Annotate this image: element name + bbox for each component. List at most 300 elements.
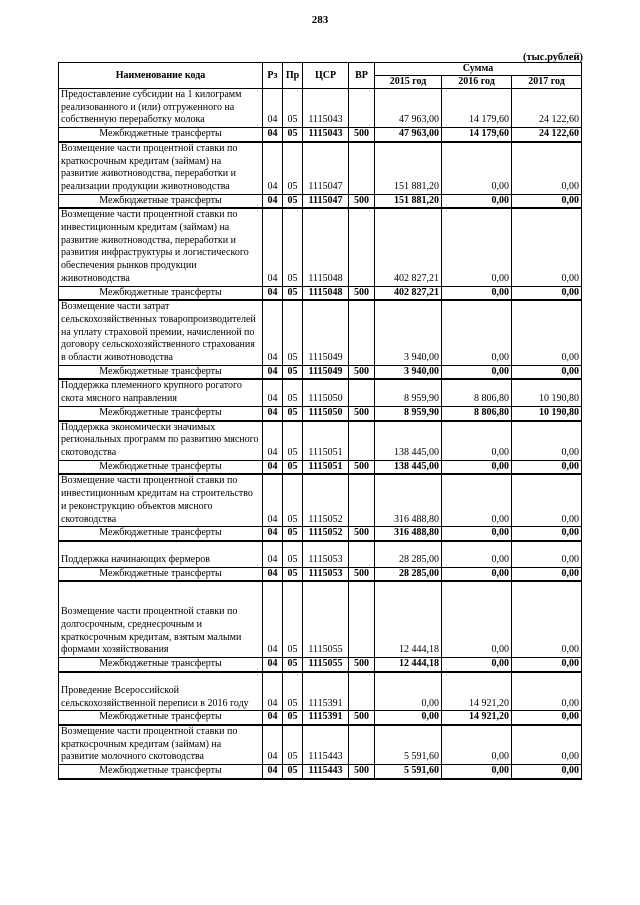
row-csr-text: 1115050 [308,406,343,418]
transfer-row [59,658,582,672]
row-amount-2015-text: 47 963,00 [399,114,439,126]
row-amount-2017-text: 0,00 [561,460,579,472]
row-rz [263,567,283,581]
row-rz [263,460,283,474]
row-rz [263,128,283,142]
row-amount-2016-text: 0,00 [491,567,509,579]
row-name-text: Межбюджетные трансферты [99,567,222,579]
row-amount-2015 [375,765,442,779]
row-csr-text: 1115048 [308,286,343,298]
row-vr [349,672,375,711]
row-amount-2015-text: 0,00 [421,697,439,709]
row-amount-2015 [375,658,442,672]
row-vr [349,658,375,672]
row-csr [303,725,349,765]
row-rz [263,725,283,765]
row-name [59,474,263,526]
row-amount-2015-text: 12 444,18 [399,644,439,656]
row-vr [349,142,375,194]
row-rz [263,208,283,286]
header-csr: ЦСР [303,63,349,89]
row-amount-2017 [512,379,582,406]
row-amount-2017 [512,460,582,474]
row-rz-text: 04 [267,658,278,670]
row-amount-2016 [442,194,512,208]
row-amount-2017 [512,581,582,657]
row-rz-text: 04 [267,567,278,579]
row-amount-2016 [442,208,512,286]
row-csr [303,711,349,725]
transfer-row [59,711,582,725]
row-rz-text: 04 [267,406,278,418]
row-rz [263,765,283,779]
row-rz [263,541,283,567]
row-amount-2017 [512,194,582,208]
row-pr-text: 05 [287,393,298,405]
row-amount-2015-text: 151 881,20 [394,194,439,206]
row-amount-2017-text: 0,00 [561,180,579,192]
row-rz-text: 04 [267,711,278,723]
row-name-text: Межбюджетные трансферты [99,527,222,539]
row-amount-2015 [375,567,442,581]
row-amount-2016 [442,365,512,379]
header-vr: ВР [349,63,375,89]
row-rz-text: 04 [267,180,278,192]
row-vr-text: 500 [354,527,369,539]
row-amount-2015-text: 12 444,18 [399,658,439,670]
transfer-row [59,527,582,541]
header-rz: Рз [263,63,283,89]
row-amount-2017 [512,658,582,672]
row-rz-text: 04 [267,446,278,458]
row-amount-2016 [442,765,512,779]
row-name-text: Межбюджетные трансферты [99,460,222,472]
row-pr-text: 05 [287,272,298,284]
row-rz-text: 04 [267,272,278,284]
row-pr-text: 05 [287,553,298,565]
row-vr [349,286,375,300]
row-amount-2016 [442,142,512,194]
row-vr [349,541,375,567]
row-name-text: Возмещение части процентной ставки по краткосрочным кредитам (займам) на развитие молочного скотоводства [61,725,238,763]
row-rz [263,658,283,672]
row-amount-2017-text: 10 190,80 [539,393,579,405]
row-name [59,527,263,541]
row-pr-text: 05 [287,286,298,298]
row-csr-text: 1115391 [308,711,343,723]
row-vr [349,725,375,765]
row-amount-2015-text: 138 445,00 [394,460,439,472]
row-amount-2016 [442,581,512,657]
row-csr [303,406,349,420]
row-pr-text: 05 [287,658,298,670]
row-amount-2015-text: 316 488,80 [394,527,439,539]
row-csr-text: 1115048 [308,272,343,284]
row-amount-2017 [512,89,582,128]
row-pr [283,421,303,461]
row-amount-2016-text: 0,00 [491,765,509,777]
row-name [59,541,263,567]
row-pr-text: 05 [287,365,298,377]
row-amount-2016-text: 14 179,60 [469,114,509,126]
row-amount-2015-text: 0,00 [421,711,439,723]
row-name [59,208,263,286]
row-amount-2017 [512,567,582,581]
row-csr [303,474,349,526]
row-amount-2015-text: 5 591,60 [404,765,439,777]
row-csr-text: 1115053 [308,567,343,579]
row-amount-2016-text: 0,00 [491,446,509,458]
row-rz [263,300,283,365]
row-amount-2016-text: 14 179,60 [469,128,509,140]
row-rz-text: 04 [267,513,278,525]
row-amount-2016-text: 0,00 [491,365,509,377]
header-name: Наименование кода [59,63,263,89]
row-pr [283,379,303,406]
row-amount-2015-text: 3 940,00 [404,352,439,364]
row-csr [303,365,349,379]
row-pr [283,474,303,526]
row-csr [303,142,349,194]
row-vr-text: 500 [354,406,369,418]
table-row [59,474,582,526]
row-rz-text: 04 [267,194,278,206]
row-amount-2017 [512,541,582,567]
row-csr-text: 1115391 [308,697,343,709]
row-amount-2015 [375,725,442,765]
row-pr-text: 05 [287,460,298,472]
row-rz [263,581,283,657]
row-amount-2016-text: 14 921,20 [469,711,509,723]
row-pr-text: 05 [287,114,298,126]
row-amount-2015-text: 28 285,00 [399,567,439,579]
transfer-row [59,765,582,779]
row-amount-2015-text: 151 881,20 [394,180,439,192]
row-pr [283,406,303,420]
row-vr [349,208,375,286]
row-pr [283,541,303,567]
transfer-row [59,286,582,300]
header-year-2016: 2016 год [442,76,512,89]
row-amount-2016 [442,725,512,765]
row-amount-2017 [512,711,582,725]
row-pr-text: 05 [287,352,298,364]
row-pr [283,725,303,765]
row-pr-text: 05 [287,567,298,579]
row-name [59,567,263,581]
row-rz [263,142,283,194]
table-row [59,208,582,286]
row-pr [283,711,303,725]
row-amount-2016-text: 0,00 [491,460,509,472]
row-amount-2016 [442,406,512,420]
row-amount-2015 [375,128,442,142]
row-rz-text: 04 [267,644,278,656]
row-vr-text: 500 [354,365,369,377]
row-pr [283,527,303,541]
row-vr [349,711,375,725]
row-csr-text: 1115443 [308,765,343,777]
row-csr-text: 1115049 [308,352,343,364]
units-label: (тыс.рублей) [522,52,583,63]
row-amount-2016-text: 0,00 [491,553,509,565]
row-vr [349,379,375,406]
row-name [59,725,263,765]
row-name-text: Возмещение части процентной ставки по долгосрочным, среднесрочным и краткосрочным кредитам, взятым малыми формами хозяйствования [61,606,242,656]
row-amount-2015 [375,527,442,541]
row-amount-2015 [375,460,442,474]
row-amount-2017-text: 0,00 [561,751,579,763]
table-body [59,89,582,779]
budget-table [58,62,582,780]
row-amount-2017-text: 0,00 [561,711,579,723]
row-name [59,421,263,461]
row-amount-2017-text: 0,00 [561,527,579,539]
row-vr-text: 500 [354,460,369,472]
row-name-text: Межбюджетные трансферты [99,765,222,777]
row-name-text: Возмещение части процентной ставки по краткосрочным кредитам (займам) на развитие животноводства, переработки и реализации продукции животноводства [61,142,238,192]
row-csr-text: 1115049 [308,365,343,377]
row-vr-text: 500 [354,765,369,777]
table-row [59,581,582,657]
row-amount-2017 [512,406,582,420]
row-name-text: Поддержка начинающих фермеров [61,553,210,565]
row-csr-text: 1115443 [308,751,343,763]
row-amount-2017 [512,527,582,541]
row-amount-2016-text: 0,00 [491,658,509,670]
row-amount-2017-text: 0,00 [561,365,579,377]
row-pr [283,567,303,581]
row-amount-2016-text: 0,00 [491,527,509,539]
row-amount-2015-text: 28 285,00 [399,553,439,565]
row-name [59,286,263,300]
row-csr [303,89,349,128]
row-vr [349,567,375,581]
row-pr [283,581,303,657]
row-vr [349,194,375,208]
row-vr-text: 500 [354,567,369,579]
row-csr [303,421,349,461]
row-amount-2015-text: 8 959,90 [404,393,439,405]
row-name [59,581,263,657]
row-amount-2016 [442,527,512,541]
row-pr [283,194,303,208]
row-amount-2016-text: 0,00 [491,513,509,525]
row-csr-text: 1115051 [308,446,343,458]
row-pr [283,89,303,128]
row-pr-text: 05 [287,711,298,723]
row-csr-text: 1115055 [308,644,343,656]
row-amount-2016-text: 0,00 [491,272,509,284]
row-name-text: Межбюджетные трансферты [99,194,222,206]
row-csr [303,567,349,581]
row-pr [283,672,303,711]
row-rz-text: 04 [267,765,278,777]
row-amount-2017-text: 0,00 [561,658,579,670]
row-pr-text: 05 [287,527,298,539]
row-amount-2017 [512,142,582,194]
row-amount-2015-text: 5 591,60 [404,751,439,763]
header-year-2017: 2017 год [512,76,582,89]
row-amount-2016 [442,300,512,365]
row-amount-2016 [442,460,512,474]
row-vr [349,421,375,461]
row-pr [283,128,303,142]
row-rz-text: 04 [267,751,278,763]
row-amount-2015 [375,474,442,526]
row-rz-text: 04 [267,460,278,472]
table-row [59,379,582,406]
transfer-row [59,460,582,474]
row-pr [283,300,303,365]
row-rz [263,194,283,208]
row-amount-2017-text: 24 122,60 [539,128,579,140]
transfer-row [59,406,582,420]
row-amount-2016 [442,567,512,581]
row-csr [303,460,349,474]
row-vr [349,89,375,128]
row-rz-text: 04 [267,128,278,140]
row-amount-2016 [442,711,512,725]
row-pr-text: 05 [287,697,298,709]
row-amount-2015-text: 402 827,21 [394,272,439,284]
row-vr-text: 500 [354,128,369,140]
row-rz-text: 04 [267,114,278,126]
row-amount-2016-text: 0,00 [491,286,509,298]
row-csr [303,128,349,142]
row-pr-text: 05 [287,406,298,418]
row-name [59,300,263,365]
row-amount-2015 [375,89,442,128]
row-amount-2016-text: 8 806,80 [474,406,509,418]
row-csr-text: 1115047 [308,180,343,192]
row-csr-text: 1115051 [308,460,343,472]
row-pr [283,765,303,779]
row-amount-2015 [375,142,442,194]
row-amount-2016 [442,672,512,711]
row-amount-2017 [512,300,582,365]
row-amount-2016-text: 0,00 [491,352,509,364]
row-rz [263,527,283,541]
row-pr [283,658,303,672]
row-amount-2017-text: 0,00 [561,352,579,364]
row-amount-2016-text: 14 921,20 [469,697,509,709]
row-amount-2016 [442,128,512,142]
row-amount-2015 [375,672,442,711]
row-amount-2016 [442,379,512,406]
row-amount-2015 [375,406,442,420]
row-rz-text: 04 [267,553,278,565]
row-csr-text: 1115053 [308,553,343,565]
row-amount-2016 [442,541,512,567]
row-amount-2017-text: 10 190,80 [539,406,579,418]
row-csr [303,527,349,541]
header-pr: Пр [283,63,303,89]
row-amount-2015 [375,379,442,406]
row-name [59,128,263,142]
row-rz [263,379,283,406]
row-vr [349,527,375,541]
row-amount-2017-text: 0,00 [561,446,579,458]
row-amount-2017-text: 0,00 [561,697,579,709]
row-rz [263,672,283,711]
row-amount-2017-text: 0,00 [561,286,579,298]
row-name [59,460,263,474]
row-amount-2015-text: 402 827,21 [394,286,439,298]
row-amount-2015-text: 47 963,00 [399,128,439,140]
row-csr-text: 1115050 [308,393,343,405]
row-amount-2016 [442,421,512,461]
row-amount-2016-text: 8 806,80 [474,393,509,405]
table-row [59,142,582,194]
row-name-text: Предоставление субсидии на 1 килограмм реализованного и (или) отгруженного на собственную переработку молока [61,89,242,126]
row-name-text: Межбюджетные трансферты [99,128,222,140]
row-name [59,142,263,194]
row-csr-text: 1115055 [308,658,343,670]
row-vr [349,300,375,365]
table-row [59,421,582,461]
row-amount-2017-text: 0,00 [561,194,579,206]
row-amount-2017 [512,474,582,526]
row-amount-2017-text: 0,00 [561,765,579,777]
row-csr [303,208,349,286]
row-pr [283,208,303,286]
row-amount-2016-text: 0,00 [491,180,509,192]
table-row [59,89,582,128]
row-csr-text: 1115052 [308,527,343,539]
row-csr [303,581,349,657]
row-rz-text: 04 [267,365,278,377]
row-name [59,406,263,420]
row-rz [263,365,283,379]
row-vr [349,474,375,526]
table-row [59,300,582,365]
row-amount-2016 [442,286,512,300]
row-vr [349,581,375,657]
row-vr-text: 500 [354,286,369,298]
row-name [59,89,263,128]
row-amount-2015-text: 3 940,00 [404,365,439,377]
transfer-row [59,365,582,379]
row-amount-2017 [512,725,582,765]
row-pr [283,460,303,474]
row-vr [349,765,375,779]
row-name [59,765,263,779]
row-amount-2015 [375,365,442,379]
row-amount-2017 [512,286,582,300]
row-pr-text: 05 [287,765,298,777]
row-name [59,658,263,672]
row-amount-2017-text: 24 122,60 [539,114,579,126]
row-amount-2016 [442,89,512,128]
row-csr [303,541,349,567]
row-pr-text: 05 [287,180,298,192]
row-name-text: Возмещение части затрат сельскохозяйственных товаропроизводителей на уплату страховой премии, начисленной по договору сельскохозяйственного страхования в области животноводства [61,301,256,364]
row-name-text: Возмещение части процентной ставки по инвестиционным кредитам (займам) на развитие животноводства, переработки и развития инфраструктуры и логистического обеспечения рынков продукции животноводства [61,209,249,284]
row-csr-text: 1115043 [308,128,343,140]
row-csr [303,194,349,208]
row-csr [303,672,349,711]
row-amount-2015 [375,581,442,657]
row-rz [263,421,283,461]
row-name-text: Межбюджетные трансферты [99,286,222,298]
row-csr-text: 1115052 [308,513,343,525]
transfer-row [59,567,582,581]
row-name [59,711,263,725]
header-year-2015: 2015 год [375,76,442,89]
row-amount-2016-text: 0,00 [491,751,509,763]
row-vr [349,128,375,142]
